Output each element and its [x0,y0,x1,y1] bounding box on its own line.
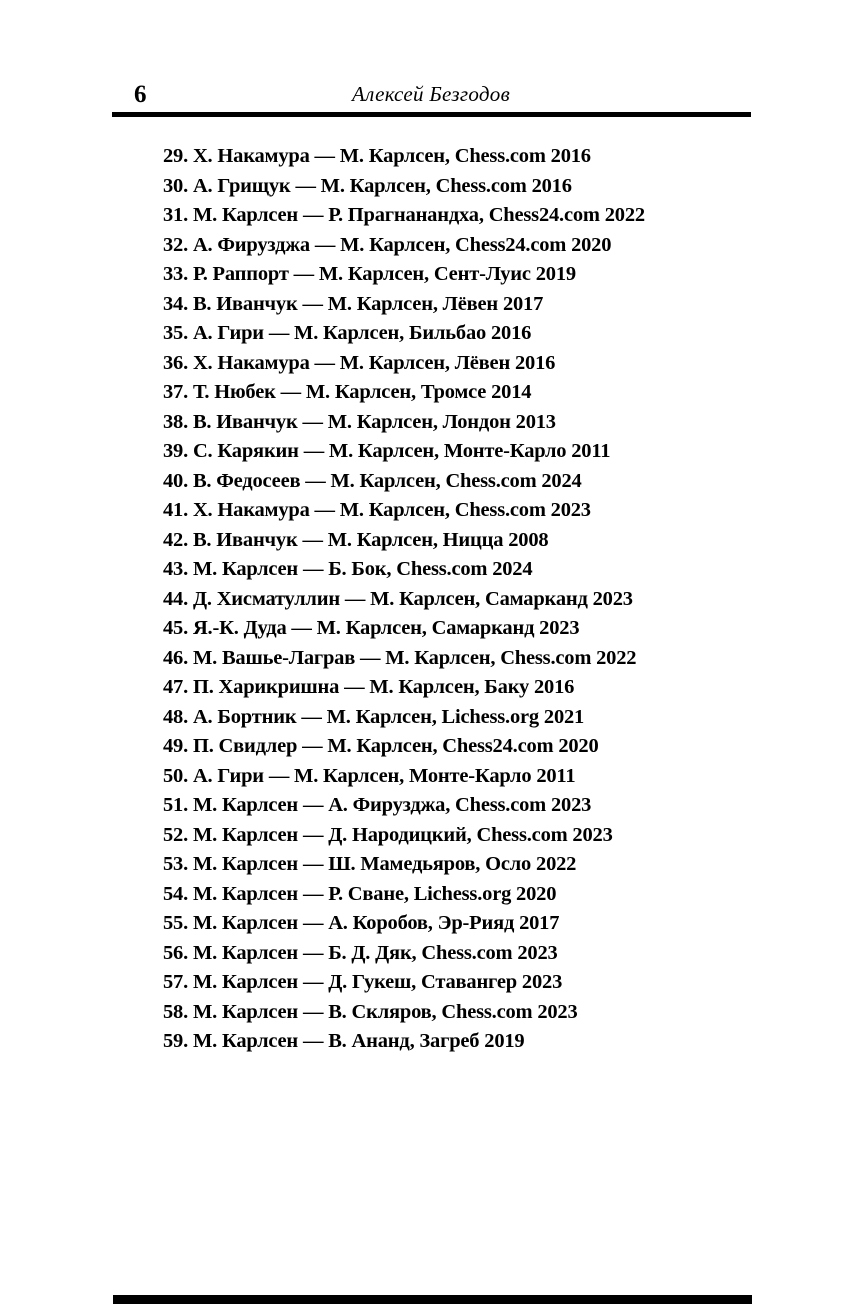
list-item: 46. М. Вашье-Лаграв — М. Карлсен, Chess.com 2022 [163,646,637,669]
list-item: 32. А. Фирузджа — М. Карлсен, Chess24.com 2020 [163,233,612,256]
list-item: 37. Т. Нюбек — М. Карлсен, Тромсе 2014 [163,381,532,403]
list-item: 38. В. Иванчук — М. Карлсен, Лондон 2013 [163,410,556,433]
list-item: 39. С. Карякин — М. Карлсен, Монте-Карло 2011 [163,440,611,462]
header-rule [112,112,751,117]
list-item: 47. П. Харикришна — М. Карлсен, Баку 2016 [163,676,575,698]
list-item: 29. Х. Накамура — М. Карлсен, Chess.com 2016 [163,145,591,167]
list-item: 40. В. Федосеев — М. Карлсен, Chess.com 2024 [163,469,582,492]
running-head-author: Алексей Безгодов [351,82,511,106]
list-item: 36. Х. Накамура — М. Карлсен, Лёвен 2016 [163,351,556,374]
list-item: 35. А. Гири — М. Карлсен, Бильбао 2016 [163,322,532,344]
list-item: 44. Д. Хисматуллин — М. Карлсен, Самарканд 2023 [163,587,633,610]
list-item: 48. А. Бортник — М. Карлсен, Lichess.org 2021 [163,705,585,728]
list-item: 57. М. Карлсен — Д. Гукеш, Ставангер 2023 [163,971,563,993]
list-item: 45. Я.-К. Дуда — М. Карлсен, Самарканд 2023 [163,617,580,639]
list-item: 54. М. Карлсен — Р. Сване, Lichess.org 2020 [163,882,557,905]
list-item: 56. М. Карлсен — Б. Д. Дяк, Chess.com 2023 [163,941,558,964]
list-item: 43. М. Карлсен — Б. Бок, Chess.com 2024 [163,558,533,580]
list-item: 51. М. Карлсен — А. Фирузджа, Chess.com 2023 [163,794,592,816]
list-item: 30. А. Грищук — М. Карлсен, Chess.com 2016 [163,174,572,197]
list-item: 50. А. Гири — М. Карлсен, Монте-Карло 2011 [163,764,576,787]
footer-rule [113,1295,752,1304]
list-item: 34. В. Иванчук — М. Карлсен, Лёвен 2017 [163,292,544,315]
list-item: 52. М. Карлсен — Д. Народицкий, Chess.com 2023 [163,823,613,846]
page-number: 6 [134,81,147,108]
list-item: 55. М. Карлсен — А. Коробов, Эр-Рияд 2017 [163,912,560,934]
list-item: 41. Х. Накамура — М. Карлсен, Chess.com 2023 [163,499,591,521]
list-item: 49. П. Свидлер — М. Карлсен, Chess24.com 2020 [163,735,599,757]
list-item: 58. М. Карлсен — В. Скляров, Chess.com 2023 [163,1000,578,1023]
list-item: 33. Р. Раппорт — М. Карлсен, Сент-Луис 2019 [163,263,576,285]
games-list [163,142,763,1057]
list-item: 31. М. Карлсен — Р. Прагнанандха, Chess24.com 2022 [163,204,645,226]
list-item: 59. М. Карлсен — В. Ананд, Загреб 2019 [163,1030,525,1052]
list-item: 53. М. Карлсен — Ш. Мамедьяров, Осло 2022 [163,853,577,875]
list-item: 42. В. Иванчук — М. Карлсен, Ницца 2008 [163,528,549,551]
